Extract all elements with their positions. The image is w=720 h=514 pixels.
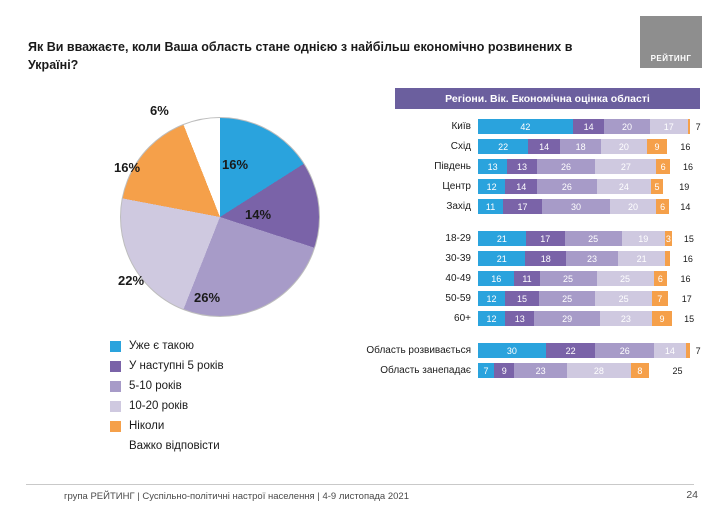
bar-segment: 15	[672, 311, 706, 326]
bar-track	[478, 291, 706, 306]
bar-segment: 30	[478, 343, 546, 358]
bar-segment: 17	[526, 231, 565, 246]
bar-segment: 21	[618, 251, 665, 266]
bar-segment: 18	[560, 139, 601, 154]
legend-label-4: Ніколи	[129, 420, 165, 432]
bar-row	[366, 310, 706, 327]
bar-segment: 13	[478, 159, 507, 174]
bar-segment: 25	[565, 231, 622, 246]
pie-label-4: 16%	[114, 160, 141, 175]
legend-swatch-0	[110, 341, 121, 352]
bar-row-label: Захід	[446, 201, 471, 212]
bar-segment: 16	[478, 271, 514, 286]
bar-row-label: Схід	[450, 141, 471, 152]
pie-legend	[110, 336, 224, 456]
bar-row	[366, 198, 706, 215]
bar-segment: 11	[478, 199, 503, 214]
bar-track	[478, 119, 706, 134]
pie-label-3: 22%	[118, 273, 145, 288]
rating-logo	[640, 16, 702, 68]
footer-text: група РЕЙТИНГ | Суспільно-політичні настрої населення | 4-9 листопада 2021	[64, 491, 409, 502]
bar-segment: 12	[478, 291, 505, 306]
question-title: Як Ви вважаєте, коли Ваша область стане однією з найбільш економічно розвинених в Україні?	[28, 40, 573, 73]
bar-segment: 23	[514, 363, 566, 378]
bar-row	[366, 118, 706, 135]
bar-segment: 17	[503, 199, 542, 214]
legend-swatch-2	[110, 381, 121, 392]
bar-row	[366, 342, 706, 359]
bar-segment: 14	[669, 199, 701, 214]
logo-text: РЕЙТИНГ	[650, 54, 692, 63]
bar-row-label: Центр	[442, 181, 471, 192]
bar-row	[366, 230, 706, 247]
bar-row	[366, 158, 706, 175]
legend-item-4	[110, 416, 224, 436]
bar-segment: 9	[647, 139, 668, 154]
bar-segment: 13	[505, 311, 534, 326]
bar-segment: 11	[514, 271, 539, 286]
bar-segment: 15	[672, 231, 706, 246]
legend-swatch-4	[110, 421, 121, 432]
bar-segment: 25	[595, 291, 651, 306]
bar-segment: 25	[597, 271, 654, 286]
bar-row-label: Київ	[451, 121, 471, 132]
bar-segment: 23	[600, 311, 652, 326]
right-panel-title	[395, 88, 700, 109]
bar-charts-container	[366, 118, 706, 382]
bar-row-label: 18-29	[445, 233, 471, 244]
legend-item-2	[110, 376, 224, 396]
bar-track	[478, 343, 706, 358]
bar-segment: 16	[667, 139, 703, 154]
bar-segment: 42	[478, 119, 573, 134]
page-number: 24	[686, 489, 698, 501]
bar-segment: 15	[505, 291, 539, 306]
bar-row-label: 40-49	[445, 273, 471, 284]
pie-label-2: 26%	[194, 290, 221, 305]
bar-segment: 16	[670, 159, 706, 174]
bar-segment: 21	[478, 231, 526, 246]
bar-segment: 25	[539, 291, 595, 306]
bar-segment: 20	[604, 119, 649, 134]
bar-segment: 6	[656, 159, 670, 174]
pie-label-1: 14%	[245, 207, 272, 222]
bar-row-label: Область розвивається	[366, 345, 471, 356]
legend-item-1	[110, 356, 224, 376]
bar-row	[366, 138, 706, 155]
bar-segment: 16	[670, 251, 706, 266]
bar-track	[478, 271, 706, 286]
pie-chart-container	[90, 105, 350, 355]
bar-track	[478, 179, 706, 194]
legend-label-3: 10-20 років	[129, 400, 189, 412]
bar-segment: 28	[567, 363, 631, 378]
right-panel-title-text: Регіони. Вік. Економічна оцінка області	[445, 92, 650, 105]
legend-item-5	[110, 436, 224, 456]
bar-row-label: Область занепадає	[380, 365, 471, 376]
bar-segment: 23	[566, 251, 618, 266]
bar-segment: 17	[668, 291, 706, 306]
bar-segment: 14	[528, 139, 560, 154]
bar-track	[478, 251, 706, 266]
bar-row	[366, 250, 706, 267]
pie-label-5: 6%	[150, 103, 169, 118]
legend-label-0: Уже є такою	[129, 340, 194, 352]
bar-row	[366, 290, 706, 307]
bar-segment: 30	[542, 199, 610, 214]
bar-row	[366, 270, 706, 287]
pie-chart	[120, 117, 320, 317]
footer-divider	[26, 484, 694, 485]
bar-segment: 7	[690, 343, 706, 358]
bar-segment: 6	[654, 271, 668, 286]
bar-segment: 22	[546, 343, 596, 358]
bar-segment: 14	[573, 119, 605, 134]
bar-segment: 12	[478, 311, 505, 326]
bar-segment: 16	[667, 271, 703, 286]
bar-segment: 18	[525, 251, 566, 266]
bar-segment: 6	[656, 199, 670, 214]
bar-row-label: Південь	[434, 161, 471, 172]
bar-track	[478, 199, 706, 214]
bar-segment: 19	[663, 179, 706, 194]
legend-label-1: У наступні 5 років	[129, 360, 224, 372]
bar-segment: 12	[478, 179, 505, 194]
bar-row-label: 50-59	[445, 293, 471, 304]
bar-segment: 7	[478, 363, 494, 378]
bar-segment: 22	[478, 139, 528, 154]
legend-item-3	[110, 396, 224, 416]
bar-track	[478, 363, 706, 378]
bar-row-label: 60+	[454, 313, 471, 324]
bar-segment: 21	[478, 251, 525, 266]
bar-segment: 25	[649, 363, 706, 378]
bar-segment: 17	[650, 119, 688, 134]
bar-row	[366, 362, 706, 379]
bar-segment: 7	[652, 291, 668, 306]
legend-label-5: Важко відповісти	[129, 440, 220, 452]
bar-segment: 3	[665, 231, 672, 246]
bar-segment: 8	[631, 363, 649, 378]
bar-segment: 14	[505, 179, 537, 194]
bar-segment: 26	[537, 179, 596, 194]
bar-segment: 9	[652, 311, 672, 326]
bar-track	[478, 231, 706, 246]
legend-swatch-1	[110, 361, 121, 372]
bar-segment: 14	[654, 343, 686, 358]
pie-label-0: 16%	[222, 157, 249, 172]
bar-segment: 26	[537, 159, 596, 174]
bar-track	[478, 139, 706, 154]
legend-swatch-3	[110, 401, 121, 412]
bar-segment: 13	[507, 159, 536, 174]
bar-segment: 5	[651, 179, 662, 194]
legend-swatch-5	[110, 441, 121, 452]
bar-segment: 24	[597, 179, 652, 194]
bar-track	[478, 159, 706, 174]
bar-track	[478, 311, 706, 326]
bar-segment: 19	[622, 231, 665, 246]
bar-segment: 9	[494, 363, 515, 378]
legend-item-0	[110, 336, 224, 356]
bar-row	[366, 178, 706, 195]
bar-segment: 7	[690, 119, 706, 134]
legend-label-2: 5-10 років	[129, 380, 182, 392]
bar-row-label: 30-39	[445, 253, 471, 264]
bar-segment: 25	[540, 271, 597, 286]
bar-segment: 20	[601, 139, 647, 154]
bar-segment: 27	[595, 159, 656, 174]
bar-segment: 20	[610, 199, 656, 214]
bar-segment: 29	[534, 311, 599, 326]
bar-segment: 26	[595, 343, 654, 358]
